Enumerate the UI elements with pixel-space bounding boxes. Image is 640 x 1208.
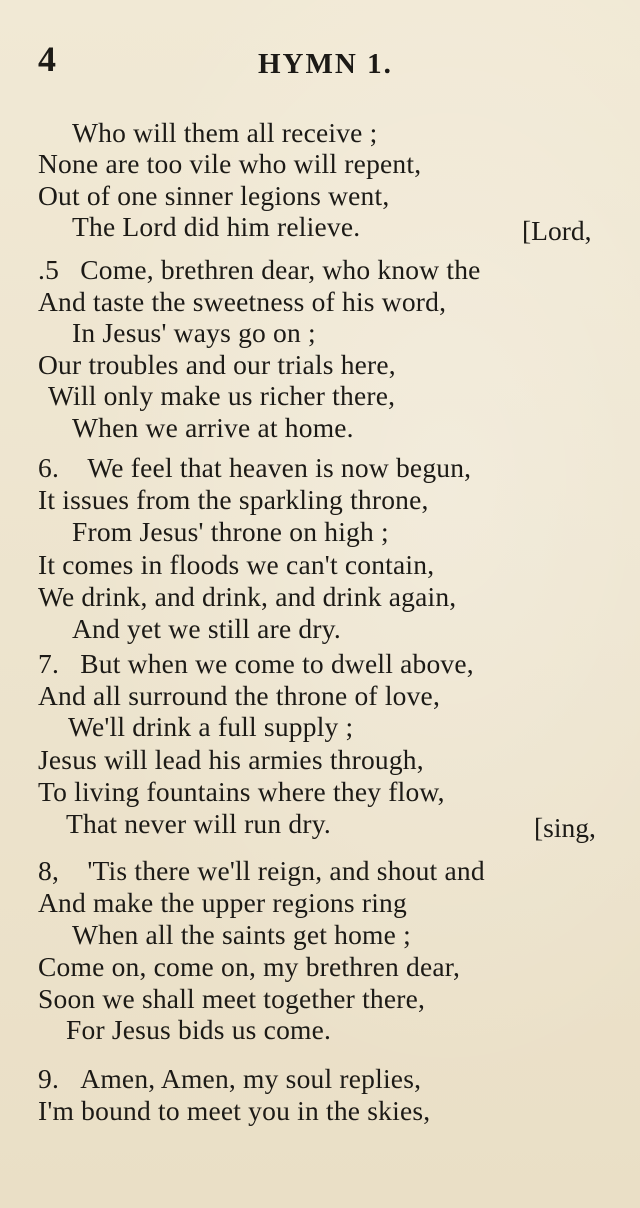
catchword: [sing, <box>534 812 596 843</box>
verse-line: In Jesus' ways go on ; <box>72 317 316 348</box>
verse-line: .5 Come, brethren dear, who know the <box>38 254 481 285</box>
stanza-number: 7. <box>38 648 60 679</box>
verse-line: Jesus will lead his armies through, <box>38 744 424 775</box>
verse-line: And taste the sweetness of his word, <box>38 286 447 317</box>
verse-line: I'm bound to meet you in the skies, <box>38 1095 431 1126</box>
verse-line: We'll drink a full supply ; <box>68 711 354 742</box>
catchword: [Lord, <box>522 215 592 246</box>
verse-line: That never will run dry. <box>66 808 331 839</box>
page-number: 4 <box>38 39 56 79</box>
verse-line: We drink, and drink, and drink again, <box>38 581 457 612</box>
verse-line: And make the upper regions ring <box>38 887 407 918</box>
verse-line: For Jesus bids us come. <box>66 1014 332 1045</box>
page-header <box>0 38 640 88</box>
verse-line: 6. We feel that heaven is now begun, <box>38 452 472 483</box>
stanza-number: 6. <box>38 452 60 483</box>
verse-line: When we arrive at home. <box>72 412 354 443</box>
verse-line: None are too vile who will repent, <box>38 148 422 179</box>
verse-line: 9. Amen, Amen, my soul replies, <box>38 1063 422 1094</box>
verse-line: Our troubles and our trials here, <box>38 349 396 380</box>
verse-line: 7. But when we come to dwell above, <box>38 648 474 679</box>
verse-line: Soon we shall meet together there, <box>38 983 426 1014</box>
running-title: HYMN 1. <box>258 48 393 80</box>
verse-line: From Jesus' throne on high ; <box>72 516 389 547</box>
verse-line: Who will them all receive ; <box>72 117 378 148</box>
verse-line: And all surround the throne of love, <box>38 680 441 711</box>
verse-line: It comes in floods we can't contain, <box>38 549 435 580</box>
verse-line: When all the saints get home ; <box>72 919 411 950</box>
verse-line: Out of one sinner legions went, <box>38 180 390 211</box>
stanza-number: 8, <box>38 855 60 886</box>
verse-line: 8, 'Tis there we'll reign, and shout and <box>38 855 485 886</box>
verse-line: And yet we still are dry. <box>72 613 341 644</box>
verse-line: Come on, come on, my brethren dear, <box>38 951 461 982</box>
verse-line: It issues from the sparkling throne, <box>38 484 429 515</box>
verse-line: Will only make us richer there, <box>48 380 396 411</box>
verse-line: To living fountains where they flow, <box>38 776 445 807</box>
stanza-number: 9. <box>38 1063 60 1094</box>
stanza-number: .5 <box>38 254 60 285</box>
verse-line: The Lord did him relieve. <box>72 211 361 242</box>
